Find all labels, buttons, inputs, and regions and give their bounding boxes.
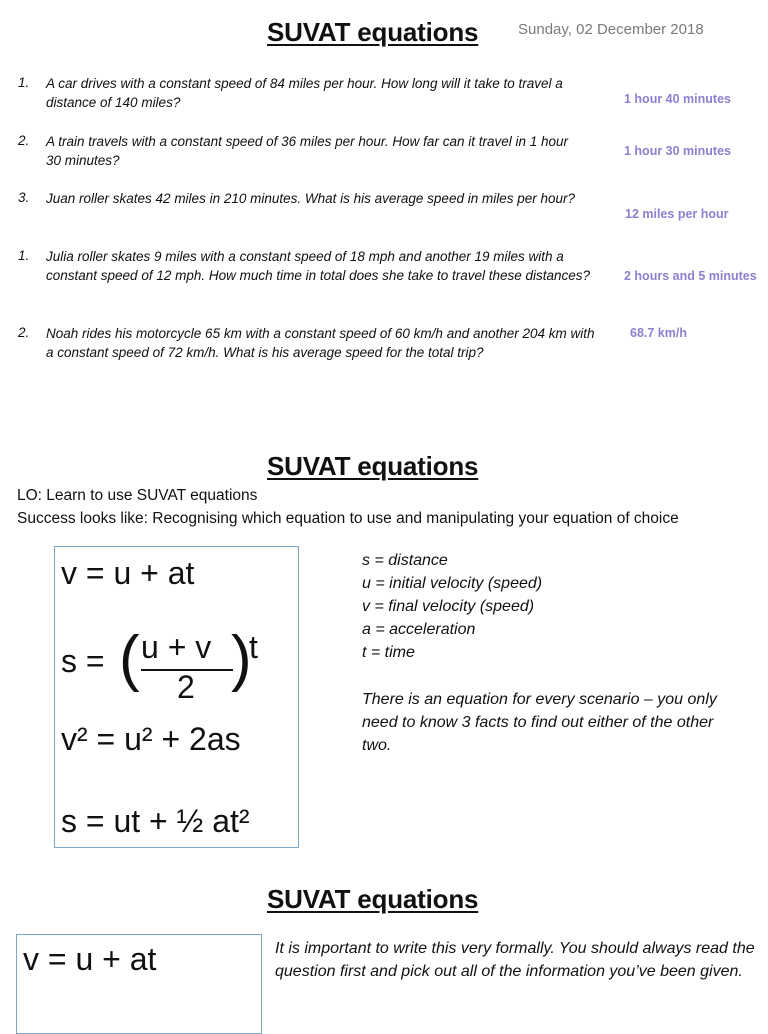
question-text: Julia roller skates 9 miles with a constant speed of 18 mph and another 19 miles with a constant speed of 12 mph. How much time in total does she take to travel these distances?	[46, 249, 591, 283]
definition-item: u = initial velocity (speed)	[362, 575, 543, 592]
left-paren: (	[119, 624, 140, 693]
question-number: 3.	[18, 190, 30, 205]
question-number: 2.	[18, 133, 30, 148]
equation-left: s =	[61, 643, 105, 679]
equation-v-squared: v² = u² + 2as	[61, 721, 241, 757]
definitions-list	[362, 549, 762, 664]
date-label: Sunday, 02 December 2018	[518, 21, 704, 38]
definition-item: a = acceleration	[362, 621, 476, 638]
question-number: 2.	[18, 325, 30, 340]
equation-v-u-at: v = u + at	[23, 941, 157, 977]
learning-objective: LO: Learn to use SUVAT equations	[17, 487, 258, 504]
equations-box	[54, 546, 299, 848]
definition-item: s = distance	[362, 552, 448, 569]
equation-v-u-at: v = u + at	[61, 555, 195, 591]
section-title: SUVAT equations	[267, 884, 479, 914]
question-number: 1.	[18, 75, 30, 90]
definition-item: t = time	[362, 644, 415, 661]
equation-s-ut: s = ut + ½ at²	[61, 803, 250, 839]
equation-right: t	[249, 629, 258, 665]
question-number: 1.	[18, 248, 30, 263]
question-text: Juan roller skates 42 miles in 210 minutes. What is his average speed in miles per hour?	[46, 191, 576, 206]
scenario-note: There is an equation for every scenario – you only need to know 3 facts to find out either of the other two.	[362, 691, 717, 754]
answer-text: 1 hour 40 minutes	[624, 92, 731, 106]
page-title: SUVAT equations	[267, 17, 479, 47]
definition-item: v = final velocity (speed)	[362, 598, 535, 615]
equation-box	[16, 934, 262, 1034]
answer-text: 68.7 km/h	[630, 326, 687, 340]
answer-text: 1 hour 30 minutes	[624, 144, 731, 158]
section-title: SUVAT equations	[267, 451, 479, 481]
right-paren: )	[231, 624, 252, 693]
fraction-denominator: 2	[177, 669, 195, 705]
equation-s-average	[61, 624, 291, 719]
question-text: A train travels with a constant speed of 36 miles per hour. How far can it travel in 1 hour 30 minutes?	[46, 134, 569, 168]
formal-note: It is important to write this very formally. You should always read the question first and pick out all of the information you’ve been given.	[275, 940, 755, 980]
fraction-numerator: u + v	[141, 629, 212, 665]
question-text: A car drives with a constant speed of 84 miles per hour. How long will it take to travel a distance of 140 miles?	[46, 76, 563, 110]
question-text: Noah rides his motorcycle 65 km with a constant speed of 60 km/h and another 204 km with a constant speed of 72 km/h. What is his average speed for the total trip?	[46, 326, 595, 360]
answer-text: 2 hours and 5 minutes	[624, 269, 757, 283]
answer-text: 12 miles per hour	[625, 207, 729, 221]
success-criteria: Success looks like: Recognising which equation to use and manipulating your equation of choice	[17, 510, 679, 527]
